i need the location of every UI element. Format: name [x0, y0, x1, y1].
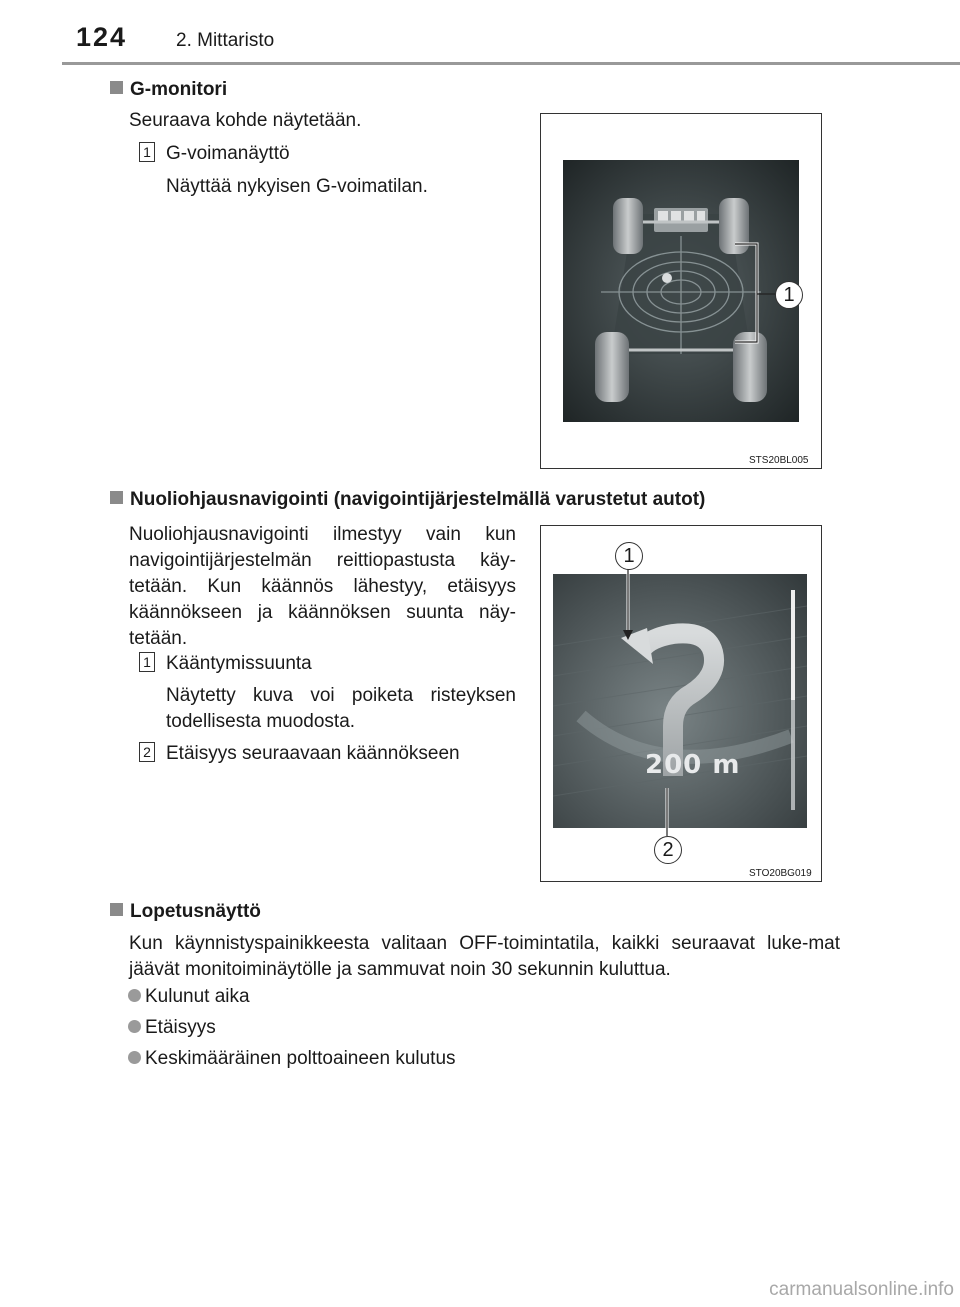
item-number-badge: 1 — [139, 142, 155, 162]
figure-code: STO20BG019 — [749, 868, 812, 879]
section-title-g-monitor: G-monitori — [110, 79, 227, 101]
callout-2: 2 — [654, 836, 682, 864]
list-item: Keskimääräinen polttoaineen kulutus — [128, 1046, 456, 1072]
figure-code: STS20BL005 — [749, 455, 809, 466]
square-bullet-icon — [110, 491, 123, 504]
g-monitor-figure — [540, 113, 822, 469]
g-monitor-intro: Seuraava kohde näytetään. — [129, 110, 362, 131]
watermark-link[interactable]: carmanualsonline.info — [769, 1279, 954, 1300]
item-number-badge: 1 — [139, 652, 155, 672]
section-title-end-display: Lopetusnäyttö — [110, 901, 261, 923]
list-item: Etäisyys — [128, 1015, 216, 1041]
callout-1: 1 — [775, 281, 803, 309]
item-number-badge: 2 — [139, 742, 155, 762]
turn-direction-label: Kääntymissuunta — [166, 653, 312, 674]
callout-1: 1 — [615, 542, 643, 570]
end-display-paragraph: Kun käynnistyspainikkeesta valitaan OFF-toimintatila, kaikki seuraavat luke-mat jäävät monitoiminäytölle ja sammuvat noin 30 sekunnin kuluttua. — [129, 933, 840, 980]
g-force-display-desc: Näyttää nykyisen G-voimatilan. — [166, 176, 428, 197]
distance-readout: 200 m — [645, 750, 741, 780]
turn-direction-desc: Näytetty kuva voi poiketa risteyksen todellisesta muodosta. — [166, 685, 516, 732]
chapter-title: 2. Mittaristo — [176, 30, 275, 51]
bullet-icon — [128, 989, 141, 1002]
square-bullet-icon — [110, 903, 123, 916]
distance-label: Etäisyys seuraavaan käännökseen — [166, 743, 460, 764]
arrow-navigation-illustration — [541, 526, 821, 881]
bullet-icon — [128, 1020, 141, 1033]
arrow-navigation-figure — [540, 525, 822, 882]
arrow-nav-paragraph: Nuoliohjausnavigointi ilmestyy vain kun navigointijärjestelmän reittiopastusta käy-tetään. Kun käännös lähestyy, etäisyys käännökseen ja käännöksen suunta näy-tetään. — [129, 524, 516, 649]
header-divider — [62, 62, 960, 65]
section-title-arrow-navigation: Nuoliohjausnavigointi (navigointijärjestelmällä varustetut autot) — [110, 489, 705, 511]
square-bullet-icon — [110, 81, 123, 94]
g-force-display-label: G-voimanäyttö — [166, 143, 290, 164]
bullet-icon — [128, 1051, 141, 1064]
page-number: 124 — [76, 22, 128, 52]
list-item: Kulunut aika — [128, 984, 250, 1010]
